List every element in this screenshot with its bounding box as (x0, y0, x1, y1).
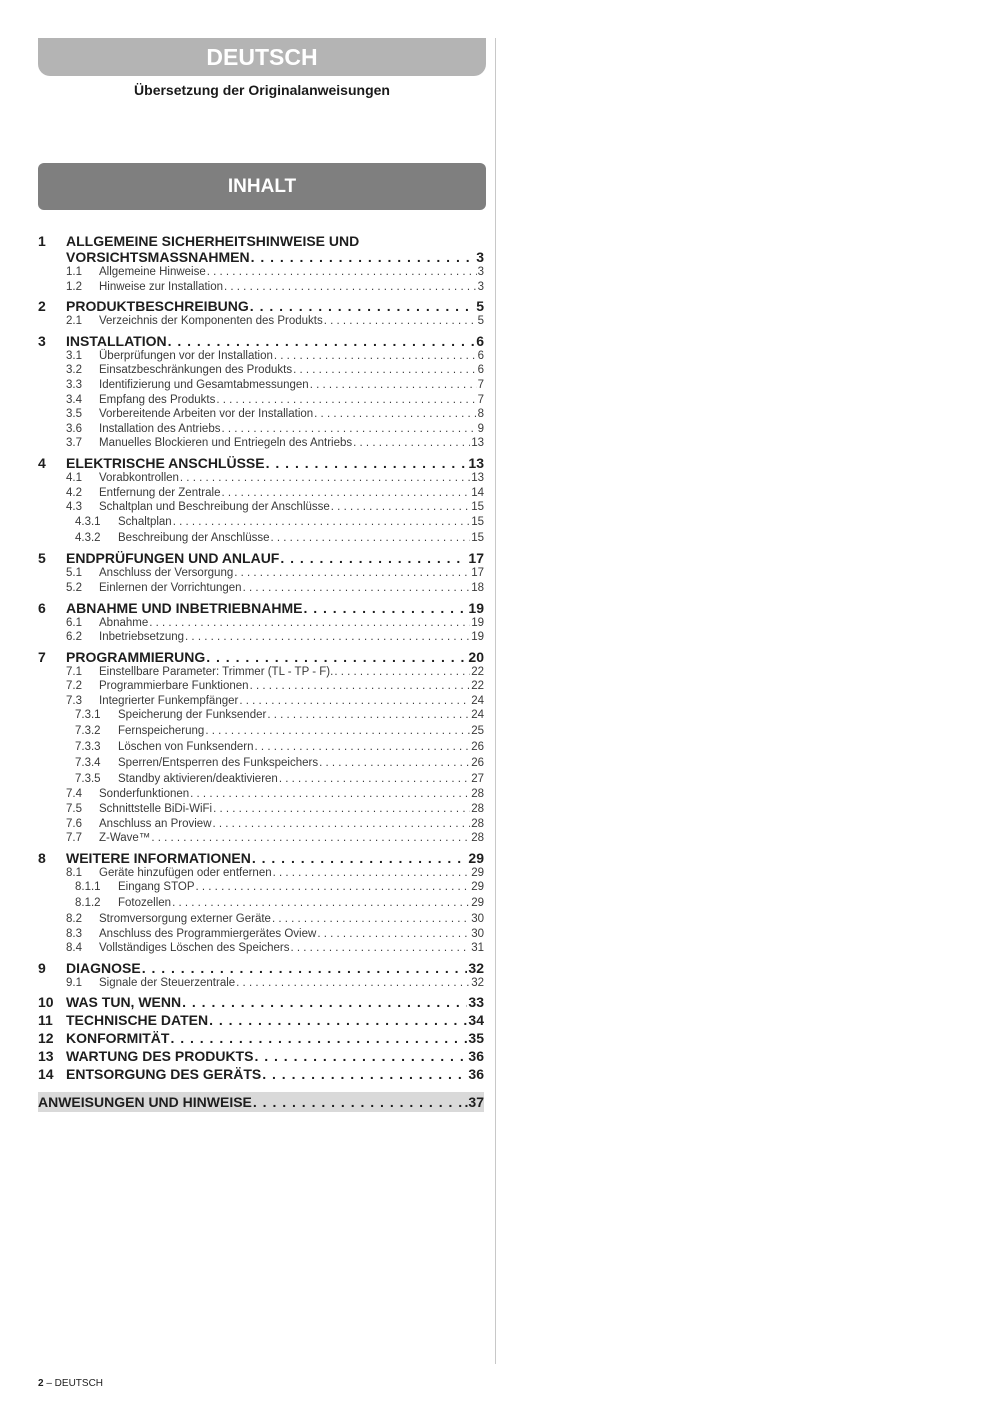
section-number: 8.1.1 (75, 881, 101, 894)
toc-subsection-row[interactable] (38, 265, 484, 280)
dot-leader (213, 817, 471, 832)
section-page: 19 (471, 631, 484, 644)
section-number: 4.3.2 (75, 531, 101, 544)
toc-subsection-row[interactable] (38, 927, 484, 942)
toc-subsection-row[interactable] (38, 436, 484, 451)
toc-subsection-row[interactable] (38, 630, 484, 645)
section-number: 2.1 (66, 315, 82, 328)
chapter-number: 6 (38, 599, 46, 616)
section-title: Identifizierung und Gesamtabmessungen (99, 378, 309, 391)
toc-subsection-row[interactable] (38, 314, 484, 329)
dot-leader (221, 422, 476, 437)
section-title: Eingang STOP (118, 881, 195, 894)
chapter-title: ELEKTRISCHE ANSCHLÜSSE (66, 454, 265, 471)
section-number: 6.2 (66, 631, 82, 644)
chapter-number: 13 (38, 1048, 54, 1065)
toc-section (38, 455, 484, 546)
document-subtitle: Übersetzung der Originalanweisungen (134, 82, 390, 98)
section-number: 7.7 (66, 832, 82, 845)
toc-section (38, 298, 484, 329)
section-page: 6 (477, 349, 484, 362)
toc-chapter-row[interactable] (38, 249, 484, 265)
dot-leader (151, 831, 470, 846)
dot-leader (243, 581, 471, 596)
section-title: Installation des Antriebs (99, 422, 221, 435)
toc-subsection-row[interactable] (38, 866, 484, 881)
section-page: 26 (471, 741, 484, 754)
dot-leader (262, 1066, 467, 1082)
chapter-title: TECHNISCHE DATEN (66, 1012, 209, 1029)
section-number: 7.3.5 (75, 772, 101, 785)
section-page: 30 (471, 913, 484, 926)
section-page: 13 (471, 437, 484, 450)
section-title: Löschen von Funksendern (118, 741, 254, 754)
toc-subsection-row[interactable] (38, 976, 484, 991)
section-title: Einlernen der Vorrichtungen (99, 581, 242, 594)
chapter-page: 36 (468, 1048, 484, 1065)
toc-subsection-row[interactable] (38, 941, 484, 956)
section-title: Einsatzbeschränkungen des Produkts (99, 364, 293, 377)
toc-section (38, 960, 484, 991)
chapter-page: 3 (476, 249, 484, 265)
toc-section (38, 1066, 484, 1082)
section-page: 26 (471, 756, 484, 769)
footer-page-number: 2 (38, 1378, 44, 1389)
section-number: 7.5 (66, 803, 82, 816)
dot-leader (267, 708, 470, 724)
section-title: Vorabkontrollen (99, 471, 179, 484)
section-page: 17 (471, 567, 484, 580)
section-title: Empfang des Produkts (99, 393, 216, 406)
toc-subsubsection-row[interactable] (38, 708, 484, 724)
chapter-number: 11 (38, 1012, 53, 1029)
section-page: 29 (471, 866, 484, 879)
section-title: Anschluss an Proview (99, 817, 212, 830)
toc-chapter-row[interactable] (38, 455, 484, 471)
section-page: 22 (471, 665, 484, 678)
dot-leader (168, 333, 476, 349)
dot-leader (173, 515, 470, 531)
dot-leader (170, 1030, 467, 1046)
chapter-page: 33 (468, 994, 484, 1011)
section-number: 7.3.1 (75, 709, 101, 722)
chapter-number: 5 (38, 550, 46, 567)
toc-subsubsection-row[interactable] (38, 515, 484, 531)
dot-leader (334, 665, 470, 680)
section-page: 13 (471, 471, 484, 484)
toc-chapter-row[interactable] (38, 298, 484, 314)
dot-leader (239, 694, 470, 709)
toc-section (38, 1012, 484, 1028)
section-number: 4.3.1 (75, 515, 101, 528)
section-number: 1.1 (66, 266, 82, 278)
toc-subsubsection-row[interactable] (38, 740, 484, 756)
chapter-number: 3 (38, 332, 46, 349)
section-page: 28 (471, 788, 484, 801)
toc-chapter-row[interactable] (38, 994, 484, 1010)
chapter-number: 10 (38, 994, 54, 1011)
dot-leader (271, 531, 471, 547)
section-page: 22 (471, 680, 484, 693)
section-page: 9 (477, 422, 484, 435)
section-page: 6 (477, 364, 484, 377)
dot-leader (206, 649, 467, 665)
section-number: 7.3.4 (75, 756, 101, 769)
toc-chapter-row[interactable] (38, 333, 484, 349)
dot-leader (172, 896, 470, 912)
section-title: Inbetriebsetzung (99, 631, 185, 644)
section-page: 3 (477, 280, 484, 293)
section-title: Abnahme (99, 616, 149, 629)
dot-leader (250, 298, 475, 314)
section-page: 19 (471, 616, 484, 629)
chapter-title: WARTUNG DES PRODUKTS (66, 1048, 254, 1065)
toc-section (38, 994, 484, 1010)
dot-leader (250, 679, 471, 694)
toc-chapter-row[interactable] (38, 1012, 484, 1028)
chapter-page: 19 (468, 599, 484, 616)
section-title: Anschluss des Programmiergerätes Oview (99, 927, 317, 940)
section-page: 15 (471, 531, 484, 544)
section-page: 14 (471, 486, 484, 499)
section-number: 3.7 (66, 437, 82, 450)
dot-leader (221, 486, 470, 501)
section-number: 4.2 (66, 486, 82, 499)
section-number: 6.1 (66, 616, 82, 629)
dot-leader (185, 630, 470, 645)
section-number: 7.1 (66, 665, 82, 678)
chapter-title: PROGRAMMIERUNG (66, 648, 206, 665)
section-page: 5 (477, 315, 484, 328)
dot-leader (314, 407, 476, 422)
section-title: Schaltplan (118, 515, 172, 528)
toc-section (38, 1030, 484, 1046)
section-number: 3.5 (66, 408, 82, 421)
chapter-page: 6 (476, 332, 484, 349)
dot-leader (291, 941, 471, 956)
dot-leader (190, 787, 470, 802)
toc-subsubsection-row[interactable] (38, 724, 484, 740)
section-number: 8.2 (66, 913, 82, 926)
toc-subsection-row[interactable] (38, 500, 484, 515)
footer-label: – DEUTSCH (43, 1378, 104, 1389)
section-number: 7.6 (66, 817, 82, 830)
toc-subsection-row[interactable] (38, 378, 484, 393)
section-title: Sonderfunktionen (99, 788, 190, 801)
section-page: 18 (471, 581, 484, 594)
toc-subsection-row[interactable] (38, 665, 484, 680)
section-title: Manuelles Blockieren und Entriegeln des Antriebs (99, 437, 353, 450)
section-title: Integrierter Funkempfänger (99, 694, 239, 707)
dot-leader (196, 880, 471, 896)
section-page: 3 (477, 266, 484, 278)
section-title: Entfernung der Zentrale (99, 486, 221, 499)
dot-leader (213, 802, 470, 817)
page-footer (38, 1378, 103, 1389)
section-page: 27 (471, 772, 484, 785)
toc-subsection-row[interactable] (38, 581, 484, 596)
chapter-page: 29 (468, 849, 484, 866)
toc-section (38, 850, 484, 956)
dot-leader (266, 455, 468, 471)
chapter-number: 12 (38, 1030, 54, 1047)
chapter-title: DIAGNOSE (66, 959, 141, 976)
language-banner: DEUTSCH (38, 38, 486, 76)
section-page: 28 (471, 832, 484, 845)
dot-leader (149, 616, 470, 631)
section-title: Fernspeicherung (118, 725, 205, 738)
toc-chapter-row[interactable] (38, 850, 484, 866)
toc-subsection-row[interactable] (38, 363, 484, 378)
chapter-page: 32 (468, 959, 484, 976)
section-number: 7.3.2 (75, 725, 101, 738)
section-page: 28 (471, 803, 484, 816)
section-number: 4.1 (66, 471, 82, 484)
dot-leader (234, 566, 470, 581)
chapter-page: 35 (468, 1030, 484, 1047)
toc-subsubsection-row[interactable] (38, 880, 484, 896)
chapter-number: 7 (38, 648, 46, 665)
toc-section (38, 600, 484, 645)
dot-leader (142, 960, 468, 976)
dot-leader (207, 265, 477, 280)
dot-leader (252, 850, 468, 866)
dot-leader (205, 724, 470, 740)
section-number: 3.6 (66, 422, 82, 435)
section-page: 32 (471, 976, 484, 989)
chapter-title: KONFORMITÄT (66, 1030, 170, 1047)
dot-leader (224, 280, 477, 295)
section-number: 7.3.3 (75, 741, 101, 754)
toc-subsubsection-row[interactable] (38, 531, 484, 547)
dot-leader (331, 500, 470, 515)
toc-chapter-row[interactable] (38, 600, 484, 616)
toc-chapter-row[interactable] (38, 1048, 484, 1064)
toc-subsubsection-row[interactable] (38, 896, 484, 912)
dot-leader (209, 1012, 467, 1028)
toc-subsection-row[interactable] (38, 694, 484, 709)
dot-leader (216, 393, 476, 408)
dot-leader (310, 378, 477, 393)
dot-leader (317, 927, 470, 942)
dot-leader (324, 314, 477, 329)
dot-leader (236, 976, 470, 991)
dot-leader (272, 912, 470, 927)
section-title: Sperren/Entsperren des Funkspeichers (118, 756, 319, 769)
chapter-number: 8 (38, 849, 46, 866)
section-number: 5.2 (66, 581, 82, 594)
section-number: 1.2 (66, 280, 82, 293)
section-title: Einstellbare Parameter: Trimmer (TL - TP - F). (99, 665, 334, 678)
chapter-number: 4 (38, 454, 46, 471)
toc-chapter-row[interactable] (38, 1030, 484, 1046)
toc-subsection-row[interactable] (38, 802, 484, 817)
chapter-title: ABNAHME UND INBETRIEBNAHME (66, 599, 303, 616)
section-title: Hinweise zur Installation (99, 280, 224, 293)
chapter-number: 1 (38, 233, 46, 249)
dot-leader (274, 349, 477, 364)
toc-chapter-row[interactable] (38, 550, 484, 566)
toc-section (38, 333, 484, 451)
chapter-title: ENTSORGUNG DES GERÄTS (66, 1066, 262, 1083)
section-page: 28 (471, 817, 484, 830)
appendix-page: .37 (464, 1094, 484, 1111)
section-title: Beschreibung der Anschlüsse (118, 531, 270, 544)
chapter-title: VORSICHTSMASSNAHMEN (66, 249, 250, 265)
dot-leader (279, 772, 470, 788)
section-page: 29 (471, 897, 484, 910)
section-title: Z-Wave™ (99, 832, 151, 845)
section-number: 5.1 (66, 567, 82, 580)
dot-leader (303, 600, 467, 616)
dot-leader (273, 866, 471, 881)
section-title: Vollständiges Löschen des Speichers (99, 942, 290, 955)
dot-leader (251, 249, 476, 265)
toc-subsection-row[interactable] (38, 831, 484, 846)
section-title: Signale der Steuerzentrale (99, 976, 236, 989)
toc-chapter-row[interactable] (38, 649, 484, 665)
toc-section (38, 649, 484, 846)
section-page: 24 (471, 709, 484, 722)
section-number: 8.1 (66, 866, 82, 879)
dot-leader (254, 1048, 467, 1064)
section-number: 9.1 (66, 976, 82, 989)
section-page: 30 (471, 927, 484, 940)
toc-subsubsection-row[interactable] (38, 756, 484, 772)
section-page: 31 (471, 942, 484, 955)
toc-subsection-row[interactable] (38, 393, 484, 408)
toc-subsection-row[interactable] (38, 471, 484, 486)
section-number: 8.3 (66, 927, 82, 940)
section-page: 29 (471, 881, 484, 894)
toc-section (38, 1048, 484, 1064)
section-title: Verzeichnis der Komponenten des Produkts (99, 315, 323, 328)
chapter-title: WEITERE INFORMATIONEN (66, 849, 251, 866)
chapter-title: PRODUKTBESCHREIBUNG (66, 298, 249, 315)
toc-subsubsection-row[interactable] (38, 772, 484, 788)
table-of-contents (38, 233, 484, 1112)
toc-chapter-row[interactable] (38, 960, 484, 976)
section-page: 8 (477, 408, 484, 421)
chapter-page: 17 (468, 550, 484, 567)
toc-chapter-row[interactable] (38, 1066, 484, 1082)
section-page: 15 (471, 515, 484, 528)
dot-leader (180, 471, 470, 486)
chapter-title-line: ALLGEMEINE SICHERHEITSHINWEISE UND (66, 233, 360, 249)
section-title: Vorbereitende Arbeiten vor der Installation (99, 408, 314, 421)
section-title: Schnittstelle BiDi-WiFi (99, 803, 213, 816)
section-title: Stromversorgung externer Geräte (99, 913, 271, 926)
section-number: 3.3 (66, 378, 82, 391)
section-page: 7 (477, 393, 484, 406)
chapter-number: 2 (38, 298, 46, 315)
toc-subsection-row[interactable] (38, 679, 484, 694)
toc-section (38, 233, 484, 294)
dot-leader (253, 1094, 464, 1110)
section-number: 8.1.2 (75, 897, 101, 910)
section-page: 25 (471, 725, 484, 738)
section-number: 3.4 (66, 393, 82, 406)
toc-chapter-row[interactable] (38, 233, 484, 249)
section-number: 7.4 (66, 788, 82, 801)
chapter-page: 34 (468, 1012, 484, 1029)
toc-subsection-row[interactable] (38, 486, 484, 501)
toc-section (38, 550, 484, 595)
toc-subsection-row[interactable] (38, 616, 484, 631)
toc-subsection-row[interactable] (38, 280, 484, 295)
section-page: 7 (477, 378, 484, 391)
section-title: Überprüfungen vor der Installation (99, 349, 273, 362)
dot-leader (280, 550, 467, 566)
dot-leader (353, 436, 470, 451)
toc-subsection-row[interactable] (38, 817, 484, 832)
section-number: 8.4 (66, 942, 82, 955)
section-title: Allgemeine Hinweise (99, 266, 206, 278)
section-title: Anschluss der Versorgung (99, 567, 234, 580)
chapter-page: 20 (468, 648, 484, 665)
dot-leader (182, 994, 467, 1010)
toc-subsection-row[interactable] (38, 566, 484, 581)
chapter-page: 36 (468, 1066, 484, 1083)
toc-title: INHALT (38, 163, 486, 210)
section-title: Fotozellen (118, 897, 172, 910)
section-number: 4.3 (66, 501, 82, 514)
chapter-title: INSTALLATION (66, 332, 167, 349)
toc-subsection-row[interactable] (38, 407, 484, 422)
appendix-title: ANWEISUNGEN UND HINWEISE (38, 1094, 252, 1111)
section-page: 15 (471, 501, 484, 514)
section-title: Standby aktivieren/deaktivieren (118, 772, 278, 785)
section-number: 3.2 (66, 364, 82, 377)
chapter-title: WAS TUN, WENN (66, 994, 182, 1011)
section-title: Schaltplan und Beschreibung der Anschlüsse (99, 501, 330, 514)
toc-subsection-row[interactable] (38, 349, 484, 364)
column-divider (495, 38, 496, 1364)
toc-appendix-row[interactable] (38, 1092, 484, 1112)
dot-leader (293, 363, 477, 378)
toc-subsection-row[interactable] (38, 912, 484, 927)
section-number: 3.1 (66, 349, 82, 362)
chapter-page: 13 (468, 454, 484, 471)
chapter-number: 9 (38, 959, 46, 976)
toc-subsection-row[interactable] (38, 787, 484, 802)
toc-subsection-row[interactable] (38, 422, 484, 437)
chapter-page: 5 (476, 298, 484, 315)
section-title: Geräte hinzufügen oder entfernen (99, 866, 272, 879)
section-number: 7.3 (66, 694, 82, 707)
chapter-title: ENDPRÜFUNGEN UND ANLAUF (66, 550, 280, 567)
dot-leader (319, 756, 470, 772)
section-title: Speicherung der Funksender (118, 709, 267, 722)
chapter-number: 14 (38, 1066, 54, 1083)
section-number: 7.2 (66, 680, 82, 693)
section-title: Programmierbare Funktionen (99, 680, 249, 693)
section-page: 24 (471, 694, 484, 707)
dot-leader (255, 740, 471, 756)
